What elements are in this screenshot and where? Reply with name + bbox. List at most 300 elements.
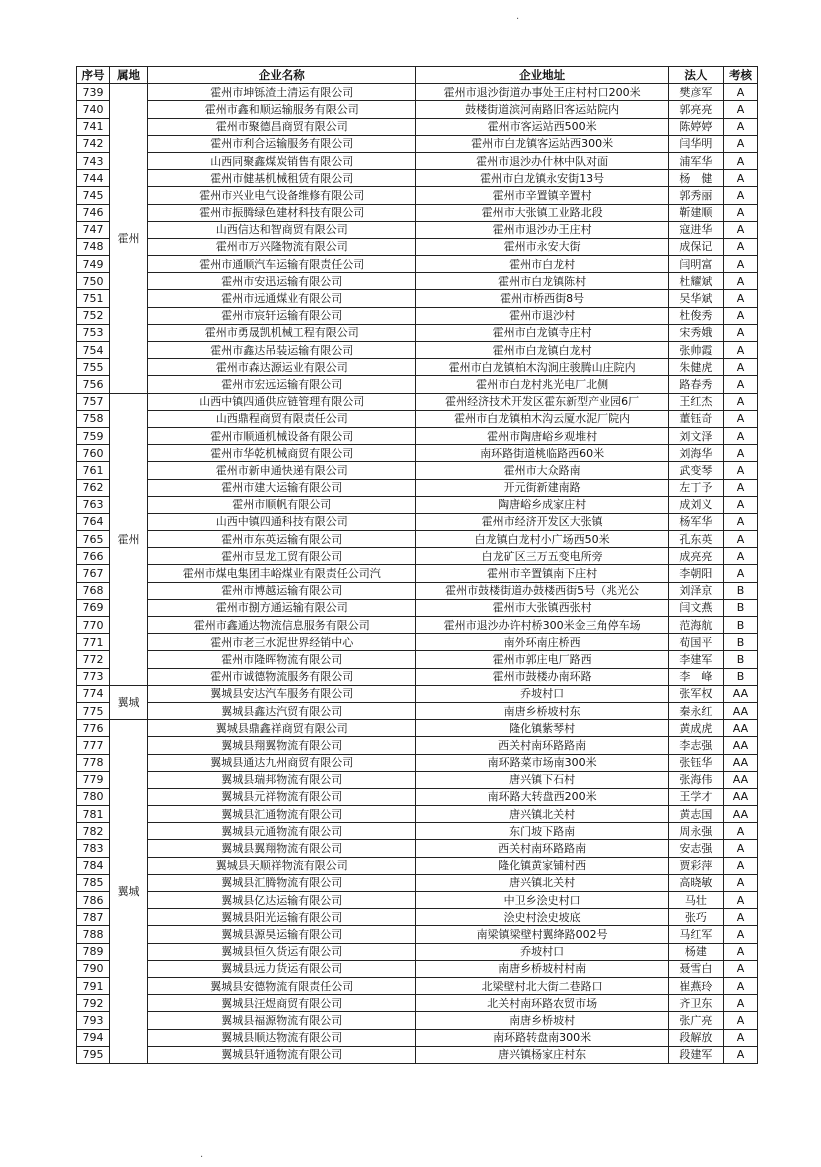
table-row: [77, 651, 758, 668]
company-name-cell: 霍州市远通煤业有限公司: [148, 290, 416, 307]
legal-rep-cell: 刘文泽: [668, 427, 723, 444]
legal-rep-cell: 成亮亮: [668, 548, 723, 565]
table-row: [77, 1012, 758, 1029]
company-address-cell: 霍州市退沙办许村桥300米金三角停车场: [416, 617, 668, 634]
company-name-cell: 霍州市鑫达吊装运输有限公司: [148, 342, 416, 359]
company-name-cell: 翼城县汇腾物流有限公司: [148, 874, 416, 891]
serial-cell: 783: [77, 840, 110, 857]
company-address-cell: 霍州市桥西街8号: [416, 290, 668, 307]
table-row: [77, 874, 758, 891]
serial-cell: 766: [77, 548, 110, 565]
table-row: [77, 685, 758, 702]
table-row: [77, 204, 758, 221]
grade-cell: B: [723, 651, 757, 668]
serial-cell: 762: [77, 479, 110, 496]
table-row: [77, 256, 758, 273]
serial-cell: 751: [77, 290, 110, 307]
company-name-cell: 山西鼎程商贸有限责任公司: [148, 410, 416, 427]
grade-cell: A: [723, 462, 757, 479]
grade-cell: A: [723, 892, 757, 909]
serial-cell: 791: [77, 977, 110, 994]
legal-rep-cell: 聂雪白: [668, 960, 723, 977]
company-address-cell: 中卫乡浍史村口: [416, 892, 668, 909]
serial-cell: 747: [77, 221, 110, 238]
company-address-cell: 霍州市白龙镇白龙村: [416, 342, 668, 359]
grade-cell: A: [723, 565, 757, 582]
company-address-cell: 北梁壁村北大街二巷路口: [416, 977, 668, 994]
company-address-cell: 东门坡下路南: [416, 823, 668, 840]
company-address-cell: 霍州市鼓楼办南环路: [416, 668, 668, 685]
legal-rep-cell: 李建军: [668, 651, 723, 668]
company-name-cell: 霍州市昱龙工贸有限公司: [148, 548, 416, 565]
company-address-cell: 霍州经济技术开发区霍东新型产业园6厂: [416, 393, 668, 410]
table-row: [77, 857, 758, 874]
company-address-cell: 唐兴镇杨家庄村东: [416, 1046, 668, 1063]
legal-rep-cell: 寇进华: [668, 221, 723, 238]
grade-cell: A: [723, 221, 757, 238]
company-address-cell: 南环路街道桃临路西60米: [416, 445, 668, 462]
serial-cell: 779: [77, 771, 110, 788]
legal-rep-cell: 董钰奇: [668, 410, 723, 427]
table-row: [77, 513, 758, 530]
company-name-cell: 山西中镇四通供应链管理有限公司: [148, 393, 416, 410]
scan-dot-bottom: ·: [200, 1152, 204, 1163]
grade-cell: AA: [723, 702, 757, 719]
company-address-cell: 唐兴镇北关村: [416, 874, 668, 891]
company-name-cell: 霍州市鑫通达物流信息服务有限公司: [148, 617, 416, 634]
company-address-cell: 霍州市退沙办王庄村: [416, 221, 668, 238]
grade-cell: A: [723, 548, 757, 565]
grade-cell: A: [723, 273, 757, 290]
company-address-cell: 浍史村浍史坡底: [416, 909, 668, 926]
table-row: [77, 668, 758, 685]
legal-rep-cell: 刘泽京: [668, 582, 723, 599]
serial-cell: 785: [77, 874, 110, 891]
serial-cell: 771: [77, 634, 110, 651]
company-name-cell: 翼城县轩通物流有限公司: [148, 1046, 416, 1063]
legal-rep-cell: 杨 健: [668, 170, 723, 187]
serial-cell: 789: [77, 943, 110, 960]
company-address-cell: 隆化镇紫琴村: [416, 720, 668, 737]
company-address-cell: 南梁镇梁壁村翼绛路002号: [416, 926, 668, 943]
table-row: [77, 118, 758, 135]
legal-rep-cell: 闫明富: [668, 256, 723, 273]
table-row: [77, 479, 758, 496]
header-company-name: 企业名称: [148, 67, 416, 84]
serial-cell: 787: [77, 909, 110, 926]
company-name-cell: 山西同聚鑫煤炭销售有限公司: [148, 152, 416, 169]
company-name-cell: 霍州市通顺汽车运输有限责任公司: [148, 256, 416, 273]
grade-cell: A: [723, 1029, 757, 1046]
serial-cell: 795: [77, 1046, 110, 1063]
legal-rep-cell: 张广亮: [668, 1012, 723, 1029]
table-row: [77, 634, 758, 651]
company-address-cell: 西关村南环路路南: [416, 737, 668, 754]
legal-rep-cell: 杜耀斌: [668, 273, 723, 290]
table-row: [77, 152, 758, 169]
table-row: [77, 1046, 758, 1063]
company-address-cell: 北关村南环路农贸市场: [416, 995, 668, 1012]
grade-cell: A: [723, 170, 757, 187]
company-address-cell: 霍州市退沙村: [416, 307, 668, 324]
grade-cell: AA: [723, 685, 757, 702]
legal-rep-cell: 马红军: [668, 926, 723, 943]
table-row: [77, 410, 758, 427]
serial-cell: 746: [77, 204, 110, 221]
grade-cell: A: [723, 823, 757, 840]
company-address-cell: 隆化镇黄家铺村西: [416, 857, 668, 874]
grade-cell: A: [723, 324, 757, 341]
company-address-cell: 霍州市郭庄电厂路西: [416, 651, 668, 668]
company-address-cell: 南唐乡桥坡村: [416, 1012, 668, 1029]
company-address-cell: 霍州市大张镇西张村: [416, 599, 668, 616]
table-row: [77, 427, 758, 444]
company-address-cell: 霍州市鼓楼街道办鼓楼西街5号（兆光公: [416, 582, 668, 599]
grade-cell: A: [723, 256, 757, 273]
serial-cell: 743: [77, 152, 110, 169]
company-address-cell: 霍州市白龙镇客运站西300米: [416, 135, 668, 152]
legal-rep-cell: 路春秀: [668, 376, 723, 393]
header-company-address: 企业地址: [416, 67, 668, 84]
company-name-cell: 翼城县福源物流有限公司: [148, 1012, 416, 1029]
grade-cell: A: [723, 943, 757, 960]
grade-cell: AA: [723, 737, 757, 754]
legal-rep-cell: 郭亮亮: [668, 101, 723, 118]
serial-cell: 773: [77, 668, 110, 685]
table-row: [77, 617, 758, 634]
company-name-cell: 翼城县翔翼物流有限公司: [148, 737, 416, 754]
legal-rep-cell: 马壮: [668, 892, 723, 909]
serial-cell: 770: [77, 617, 110, 634]
legal-rep-cell: 成保记: [668, 238, 723, 255]
table-row: [77, 823, 758, 840]
company-name-cell: 翼城县安达汽车服务有限公司: [148, 685, 416, 702]
legal-rep-cell: 李志强: [668, 737, 723, 754]
company-address-cell: 霍州市白龙镇陈村: [416, 273, 668, 290]
grade-cell: A: [723, 995, 757, 1012]
company-name-cell: 翼城县远力货运有限公司: [148, 960, 416, 977]
grade-cell: A: [723, 531, 757, 548]
legal-rep-cell: 崔燕玲: [668, 977, 723, 994]
company-address-cell: 南唐乡桥坡村东: [416, 702, 668, 719]
grade-cell: A: [723, 857, 757, 874]
company-name-cell: 霍州市安迅运输有限公司: [148, 273, 416, 290]
legal-rep-cell: 高晓敏: [668, 874, 723, 891]
serial-cell: 792: [77, 995, 110, 1012]
company-address-cell: 南环路转盘南300米: [416, 1029, 668, 1046]
company-address-cell: 霍州市永安大街: [416, 238, 668, 255]
company-address-cell: 南外环南庄桥西: [416, 634, 668, 651]
serial-cell: 774: [77, 685, 110, 702]
serial-cell: 782: [77, 823, 110, 840]
legal-rep-cell: 武变琴: [668, 462, 723, 479]
company-address-cell: 南唐乡桥坡村村南: [416, 960, 668, 977]
grade-cell: AA: [723, 806, 757, 823]
grade-cell: A: [723, 84, 757, 101]
table-row: [77, 977, 758, 994]
company-name-cell: 霍州市顺帆有限公司: [148, 496, 416, 513]
grade-cell: A: [723, 376, 757, 393]
serial-cell: 742: [77, 135, 110, 152]
serial-cell: 739: [77, 84, 110, 101]
grade-cell: A: [723, 204, 757, 221]
company-name-cell: 霍州市新申通快递有限公司: [148, 462, 416, 479]
company-address-cell: 霍州市经济开发区大张镇: [416, 513, 668, 530]
serial-cell: 760: [77, 445, 110, 462]
company-name-cell: 翼城县源昊运输有限公司: [148, 926, 416, 943]
company-name-cell: 翼城县通达九州商贸有限公司: [148, 754, 416, 771]
region-cell: 翼城: [110, 685, 148, 719]
legal-rep-cell: 荀国平: [668, 634, 723, 651]
table-row: [77, 806, 758, 823]
serial-cell: 768: [77, 582, 110, 599]
company-address-cell: 唐兴镇北关村: [416, 806, 668, 823]
company-address-cell: 霍州市白龙村: [416, 256, 668, 273]
grade-cell: A: [723, 1012, 757, 1029]
grade-cell: A: [723, 960, 757, 977]
company-address-cell: 霍州市大众路南: [416, 462, 668, 479]
serial-cell: 752: [77, 307, 110, 324]
legal-rep-cell: 贾彩萍: [668, 857, 723, 874]
serial-cell: 754: [77, 342, 110, 359]
serial-cell: 788: [77, 926, 110, 943]
legal-rep-cell: 陈婷婷: [668, 118, 723, 135]
company-name-cell: 霍州市煤电集团丰峪煤业有限责任公司汽: [148, 565, 416, 582]
serial-cell: 772: [77, 651, 110, 668]
company-name-cell: 霍州市振腾绿色建材科技有限公司: [148, 204, 416, 221]
serial-cell: 767: [77, 565, 110, 582]
company-address-cell: 唐兴镇下石村: [416, 771, 668, 788]
company-address-cell: 霍州市白龙镇柏木沟云厦水泥厂院内: [416, 410, 668, 427]
grade-cell: A: [723, 513, 757, 530]
legal-rep-cell: 吴华斌: [668, 290, 723, 307]
company-name-cell: 霍州市东英运输有限公司: [148, 531, 416, 548]
legal-rep-cell: 李 峰: [668, 668, 723, 685]
table-row: [77, 582, 758, 599]
legal-rep-cell: 樊彦军: [668, 84, 723, 101]
legal-rep-cell: 郭秀丽: [668, 187, 723, 204]
legal-rep-cell: 朱健虎: [668, 359, 723, 376]
table-row: [77, 599, 758, 616]
serial-cell: 786: [77, 892, 110, 909]
table-row: [77, 995, 758, 1012]
serial-cell: 748: [77, 238, 110, 255]
grade-cell: A: [723, 135, 757, 152]
grade-cell: B: [723, 634, 757, 651]
serial-cell: 780: [77, 788, 110, 805]
grade-cell: A: [723, 152, 757, 169]
company-address-cell: 乔坡村口: [416, 685, 668, 702]
grade-cell: B: [723, 599, 757, 616]
serial-cell: 793: [77, 1012, 110, 1029]
table-row: [77, 187, 758, 204]
table-row: [77, 892, 758, 909]
legal-rep-cell: 张钰华: [668, 754, 723, 771]
legal-rep-cell: 黄志国: [668, 806, 723, 823]
table-row: [77, 324, 758, 341]
scan-dot-top: ·: [516, 14, 520, 25]
company-address-cell: 霍州市辛置镇辛置村: [416, 187, 668, 204]
legal-rep-cell: 杨军华: [668, 513, 723, 530]
grade-cell: A: [723, 359, 757, 376]
legal-rep-cell: 李朝阳: [668, 565, 723, 582]
grade-cell: AA: [723, 720, 757, 737]
company-name-cell: 霍州市聚德昌商贸有限公司: [148, 118, 416, 135]
company-name-cell: 霍州市宸轩运输有限公司: [148, 307, 416, 324]
legal-rep-cell: 宋秀娥: [668, 324, 723, 341]
legal-rep-cell: 周永强: [668, 823, 723, 840]
grade-cell: A: [723, 238, 757, 255]
legal-rep-cell: 成刘义: [668, 496, 723, 513]
grade-cell: A: [723, 1046, 757, 1063]
legal-rep-cell: 安志强: [668, 840, 723, 857]
table-row: [77, 737, 758, 754]
table-row: [77, 943, 758, 960]
serial-cell: 753: [77, 324, 110, 341]
company-name-cell: 翼城县元祥物流有限公司: [148, 788, 416, 805]
legal-rep-cell: 左丁予: [668, 479, 723, 496]
grade-cell: A: [723, 307, 757, 324]
serial-cell: 756: [77, 376, 110, 393]
company-address-cell: 霍州市退沙街道办事处王庄村村口200米: [416, 84, 668, 101]
legal-rep-cell: 张军权: [668, 685, 723, 702]
grade-cell: AA: [723, 754, 757, 771]
company-name-cell: 霍州市华乾机械商贸有限公司: [148, 445, 416, 462]
company-name-cell: 翼城县安德物流有限责任公司: [148, 977, 416, 994]
company-name-cell: 霍州市鑫和顺运输服务有限公司: [148, 101, 416, 118]
grade-cell: A: [723, 496, 757, 513]
enterprise-table: [76, 66, 758, 1064]
company-address-cell: 鼓楼街道滨河南路旧客运站院内: [416, 101, 668, 118]
company-address-cell: 乔坡村口: [416, 943, 668, 960]
table-row: [77, 290, 758, 307]
table-row: [77, 307, 758, 324]
company-name-cell: 霍州市建大运输有限公司: [148, 479, 416, 496]
table-row: [77, 926, 758, 943]
company-name-cell: 霍州市顺通机械设备有限公司: [148, 427, 416, 444]
serial-cell: 776: [77, 720, 110, 737]
legal-rep-cell: 黄成虎: [668, 720, 723, 737]
table-row: [77, 445, 758, 462]
grade-cell: A: [723, 479, 757, 496]
serial-cell: 775: [77, 702, 110, 719]
table-row: [77, 342, 758, 359]
legal-rep-cell: 秦永红: [668, 702, 723, 719]
legal-rep-cell: 范海航: [668, 617, 723, 634]
grade-cell: B: [723, 582, 757, 599]
grade-cell: AA: [723, 771, 757, 788]
company-name-cell: 霍州市捌方通运输有限公司: [148, 599, 416, 616]
company-address-cell: 霍州市白龙村兆光电厂北侧: [416, 376, 668, 393]
serial-cell: 778: [77, 754, 110, 771]
company-address-cell: 白龙矿区三万五变电所旁: [416, 548, 668, 565]
company-name-cell: 霍州市宏远运输有限公司: [148, 376, 416, 393]
serial-cell: 784: [77, 857, 110, 874]
company-name-cell: 霍州市老三水泥世界经销中心: [148, 634, 416, 651]
grade-cell: A: [723, 118, 757, 135]
legal-rep-cell: 杨建: [668, 943, 723, 960]
table-row: [77, 496, 758, 513]
header-serial: 序号: [77, 67, 110, 84]
company-name-cell: 翼城县汇通物流有限公司: [148, 806, 416, 823]
company-name-cell: 霍州市勇晟凯机械工程有限公司: [148, 324, 416, 341]
header-region: 属地: [110, 67, 148, 84]
header-grade: 考核: [723, 67, 757, 84]
grade-cell: A: [723, 410, 757, 427]
serial-cell: 740: [77, 101, 110, 118]
company-name-cell: 霍州市健基机械租赁有限公司: [148, 170, 416, 187]
company-name-cell: 霍州市诚德物流服务有限公司: [148, 668, 416, 685]
legal-rep-cell: 靳建顺: [668, 204, 723, 221]
legal-rep-cell: 张帅霞: [668, 342, 723, 359]
serial-cell: 761: [77, 462, 110, 479]
grade-cell: AA: [723, 788, 757, 805]
company-address-cell: 霍州市客运站西500米: [416, 118, 668, 135]
serial-cell: 790: [77, 960, 110, 977]
table-row: [77, 960, 758, 977]
table-row: [77, 909, 758, 926]
table-row: [77, 170, 758, 187]
grade-cell: A: [723, 427, 757, 444]
serial-cell: 755: [77, 359, 110, 376]
grade-cell: A: [723, 926, 757, 943]
company-name-cell: 霍州市坤铄渣土清运有限公司: [148, 84, 416, 101]
serial-cell: 763: [77, 496, 110, 513]
table-row: [77, 273, 758, 290]
table-row: [77, 531, 758, 548]
company-address-cell: 西关村南环路路南: [416, 840, 668, 857]
legal-rep-cell: 段解放: [668, 1029, 723, 1046]
company-name-cell: 翼城县汪煜商贸有限公司: [148, 995, 416, 1012]
header-legal-rep: 法人: [668, 67, 723, 84]
company-name-cell: 翼城县顺达物流有限公司: [148, 1029, 416, 1046]
table-row: [77, 702, 758, 719]
table-row: [77, 720, 758, 737]
legal-rep-cell: 王学才: [668, 788, 723, 805]
legal-rep-cell: 王红杰: [668, 393, 723, 410]
serial-cell: 759: [77, 427, 110, 444]
table-row: [77, 376, 758, 393]
grade-cell: A: [723, 101, 757, 118]
table-row: [77, 238, 758, 255]
serial-cell: 769: [77, 599, 110, 616]
table-row: [77, 84, 758, 101]
region-cell: 翼城: [110, 720, 148, 1064]
table-row: [77, 393, 758, 410]
company-name-cell: 霍州市万兴隆物流有限公司: [148, 238, 416, 255]
grade-cell: A: [723, 977, 757, 994]
company-name-cell: 霍州市兴业电气设备维修有限公司: [148, 187, 416, 204]
legal-rep-cell: 段建军: [668, 1046, 723, 1063]
grade-cell: B: [723, 617, 757, 634]
serial-cell: 744: [77, 170, 110, 187]
region-cell: 霍州: [110, 393, 148, 685]
table-row: [77, 771, 758, 788]
company-name-cell: 霍州市森达源运业有限公司: [148, 359, 416, 376]
company-address-cell: 霍州市白龙镇永安街13号: [416, 170, 668, 187]
grade-cell: B: [723, 668, 757, 685]
grade-cell: A: [723, 290, 757, 307]
legal-rep-cell: 闫华明: [668, 135, 723, 152]
table-row: [77, 101, 758, 118]
grade-cell: A: [723, 909, 757, 926]
company-name-cell: 翼城县翼翔物流有限公司: [148, 840, 416, 857]
company-address-cell: 陶唐峪乡成家庄村: [416, 496, 668, 513]
table-body: [77, 84, 758, 1064]
region-cell: 霍州: [110, 84, 148, 393]
company-name-cell: 山西中镇四通科技有限公司: [148, 513, 416, 530]
company-name-cell: 翼城县亿达运输有限公司: [148, 892, 416, 909]
